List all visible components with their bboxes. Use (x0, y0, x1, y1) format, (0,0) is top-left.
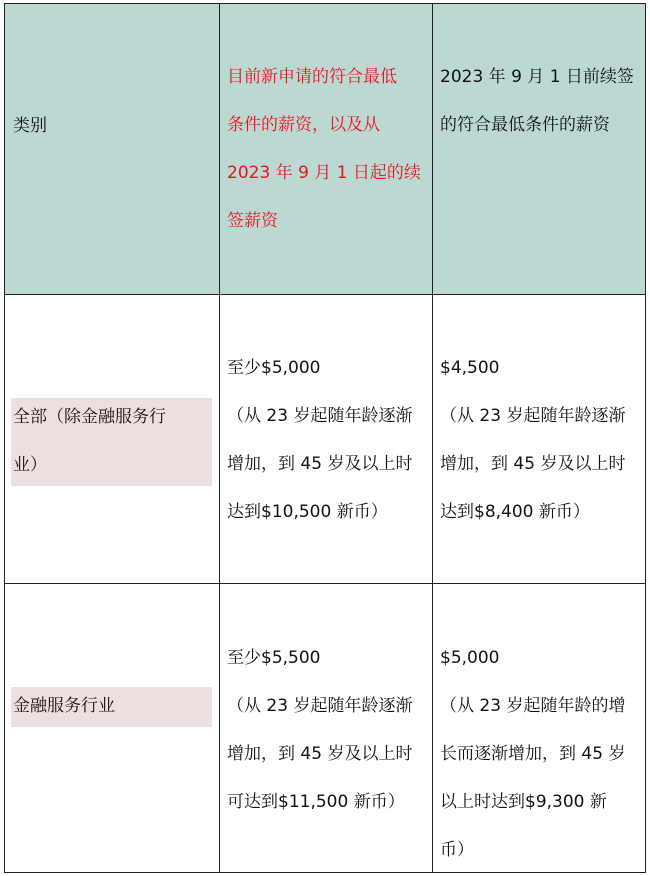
header-new-salary (227, 53, 421, 245)
header-line: 2023 年 9 月 1 日起的续 (227, 163, 421, 183)
row-2-category: 金融服务行业 (13, 696, 115, 716)
column-divider (432, 4, 433, 872)
row-2-renewal-salary: $5,000 （从 23 岁起随年龄的增 长而逐渐增加，到 45 岁 以上时达到$9,300 新 币） (440, 648, 626, 860)
header-line: 签薪资 (227, 211, 278, 231)
header-line: 2023 年 9 月 1 日前续签 (440, 67, 634, 87)
header-line: 的符合最低条件的薪资 (440, 115, 610, 135)
row-1-category: 全部（除金融服务行 业） (13, 407, 166, 475)
row-divider (5, 294, 645, 295)
header-line: 目前新申请的符合最低 (227, 67, 397, 87)
header-line: 条件的薪资，以及从 (227, 115, 380, 135)
row-1-renewal-salary: $4,500 （从 23 岁起随年龄逐渐 增加，到 45 岁及以上时 达到$8,400 新币） (440, 358, 626, 522)
column-divider (219, 4, 220, 872)
row-divider (5, 583, 645, 584)
row-1-new-salary: 至少$5,000 （从 23 岁起随年龄逐渐 增加，到 45 岁及以上时 达到$10,500 新币） (227, 358, 413, 522)
row-2-new-salary: 至少$5,500 （从 23 岁起随年龄逐渐 增加，到 45 岁及以上时 可达到$11,500 新币） (227, 648, 413, 812)
header-category: 类别 (13, 116, 47, 136)
header-renewal-salary (440, 53, 634, 149)
salary-table (4, 3, 646, 873)
